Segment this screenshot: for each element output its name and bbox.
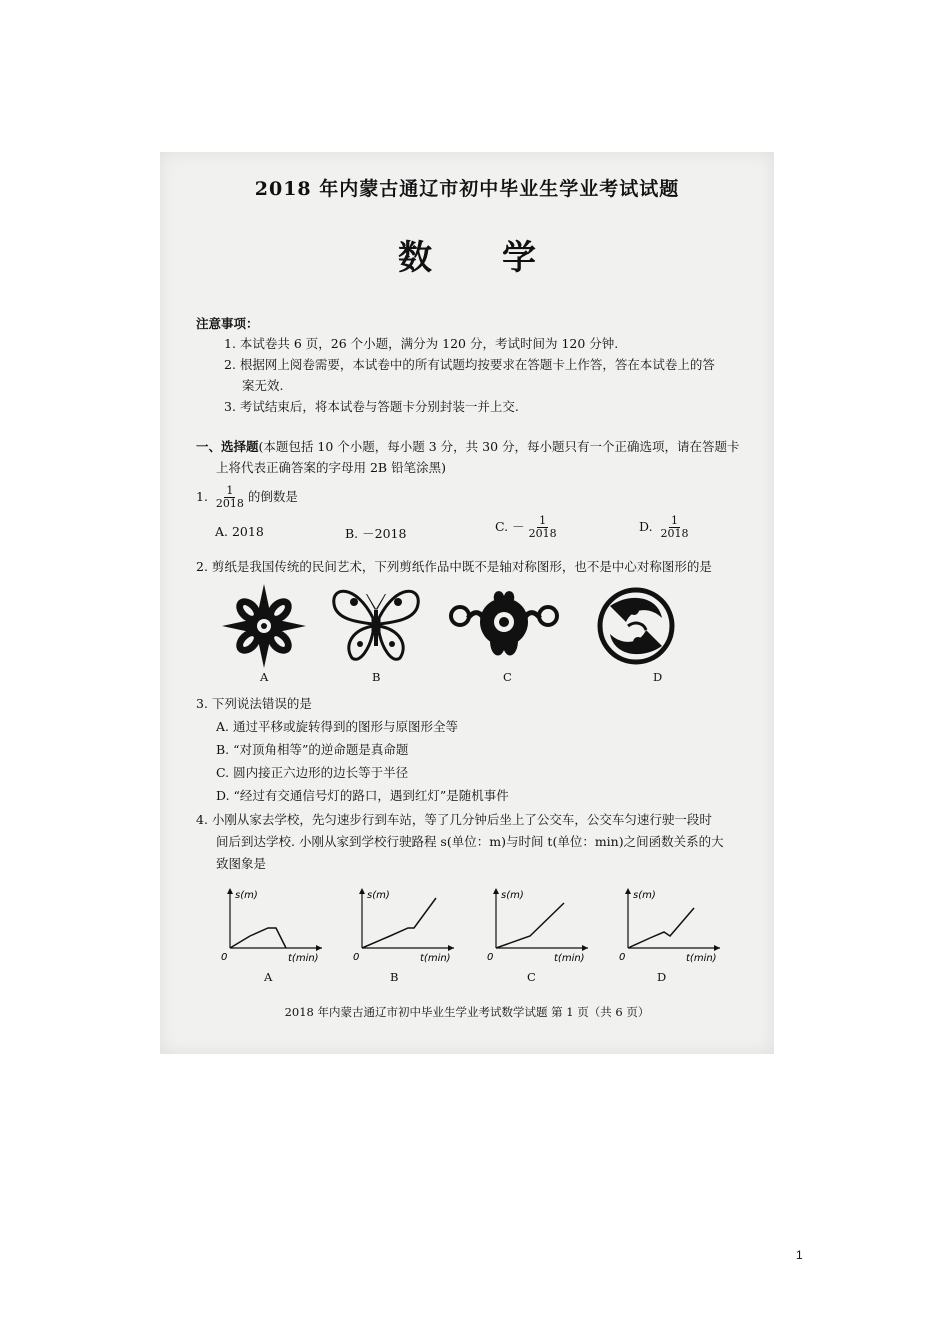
exam-title: 2018 年内蒙古通辽市初中毕业生学业考试试题 [254,178,680,200]
q4-graph-c [487,882,600,970]
fraction-denominator: 2018 [215,497,244,510]
x-axis-label: t(min) [288,953,319,964]
y-axis-arrow [359,888,365,894]
q1-option-a: A. 2018 [215,524,264,539]
paper-cut-c-ornament [451,591,557,655]
graph-curve [230,928,286,948]
y-axis-label: s(m) [633,890,656,901]
q1-option-d-fraction [659,515,691,540]
subject-title: 数学 [398,238,606,278]
origin-label: 0 [619,952,626,963]
y-axis-arrow [227,888,233,894]
x-axis-label: t(min) [686,953,717,964]
origin-label: 0 [221,952,228,963]
section-title: 一、选择题 [196,439,259,454]
paper-cut-b-butterfly [334,591,418,659]
origin-label: 0 [487,952,494,963]
q4-label-d: D [657,970,667,984]
section-instructions: (本题包括 10 个小题，每小题 3 分，共 30 分，每小题只有一个正确选项，请在答题卡 [258,439,740,454]
question-1-text: 的倒数是 [247,489,298,504]
x-axis-label: t(min) [554,953,585,964]
q4-label-b: B [390,970,399,984]
question-1-number: 1. [196,489,208,504]
paper-cut-a-flower [222,584,306,668]
q1-option-b: B. －2018 [345,526,407,541]
question-4-line-2: 间后到达学校. 小刚从家到学校行驶路程 s(单位：m)与时间 t(单位：min)之间函数关系的大 [216,834,724,849]
question-4-line-3: 致图象是 [216,856,267,871]
notice-heading: 注意事项： [196,316,259,331]
fraction-numerator: 1 [671,514,679,527]
question-3-stem: 3. 下列说法错误的是 [196,696,312,711]
q2-label-a: A [260,670,269,684]
q3-option-c: C. 圆内接正六边形的边长等于半径 [216,765,409,780]
notice-item-3: 3. 考试结束后，将本试卷与答题卡分别封装一并上交. [224,399,519,414]
graph-curve [628,908,694,948]
x-axis-arrow [714,945,720,951]
origin-label: 0 [353,952,360,963]
graph-curve [362,898,436,948]
q1-option-d [639,515,693,540]
q2-label-c: C [503,670,512,684]
q4-graph-d [619,882,732,970]
question-2-stem: 2. 剪纸是我国传统的民间艺术，下列剪纸作品中既不是轴对称图形，也不是中心对称图形的是 [196,559,712,574]
q1-option-d-prefix: D. [639,519,653,534]
q1-option-c-prefix: C. － [495,519,525,534]
q1-option-c-fraction [527,515,559,540]
q1-option-c [495,515,561,540]
notice-item-2: 2. 根据网上阅卷需要，本试卷中的所有试题均按要求在答题卡上作答，答在本试卷上的答 [224,357,715,372]
q3-option-d: D. “经过有交通信号灯的路口，遇到红灯”是随机事件 [216,788,509,803]
q4-graph-a [221,882,334,970]
fraction-denominator: 2018 [660,527,689,540]
q4-label-a: A [264,970,273,984]
q3-option-b: B. “对顶角相等”的逆命题是真命题 [216,742,409,757]
x-axis-arrow [316,945,322,951]
fraction-numerator: 1 [539,514,547,527]
question-4-line-1: 4. 小刚从家去学校，先匀速步行到车站，等了几分钟后坐上了公交车，公交车匀速行驶一段时 [196,812,712,827]
graph-curve [496,903,564,948]
q4-graphs [160,882,774,992]
notice-item-1: 1. 本试卷共 6 页，26 个小题，满分为 120 分，考试时间为 120 分钟. [224,336,619,351]
fraction-denominator: 2018 [528,527,557,540]
x-axis-arrow [582,945,588,951]
scanned-exam-page [160,152,774,1054]
x-axis-label: t(min) [420,953,451,964]
q3-option-a: A. 通过平移或旋转得到的图形与原图形全等 [216,719,458,734]
paper-cut-d-swirl [600,590,672,662]
q2-label-d: D [653,670,663,684]
section-instructions-cont: 上将代表正确答案的字母用 2B 铅笔涂黑) [216,460,446,475]
y-axis-arrow [493,888,499,894]
x-axis-arrow [448,945,454,951]
y-axis-label: s(m) [367,890,390,901]
exam-footer: 2018 年内蒙古通辽市初中毕业生学业考试数学试题 第 1 页（共 6 页） [284,1005,650,1019]
page-number: 1 [796,1248,803,1262]
y-axis-label: s(m) [235,890,258,901]
q4-label-c: C [527,970,536,984]
fraction-1-over-2018 [214,485,246,510]
y-axis-arrow [625,888,631,894]
fraction-numerator: 1 [226,484,234,497]
question-1-stem [196,485,298,510]
paper-cut-figures [216,584,736,674]
y-axis-label: s(m) [501,890,524,901]
notice-item-2-cont: 案无效. [242,378,284,393]
q2-label-b: B [372,670,381,684]
section-heading [196,437,740,455]
q4-graph-b [353,882,466,970]
